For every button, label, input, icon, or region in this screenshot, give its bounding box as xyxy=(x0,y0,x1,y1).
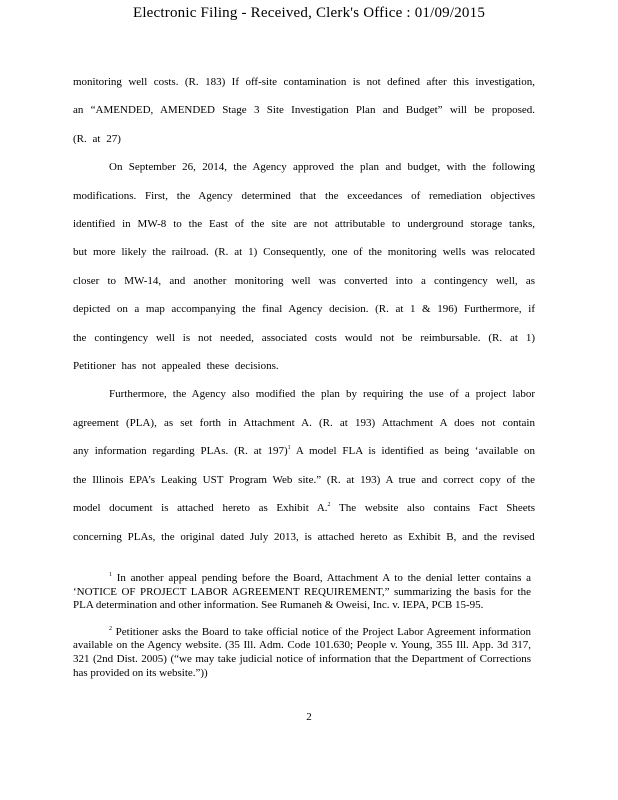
footnote-2-text: Petitioner asks the Board to take official notice of the Project Labor Agreement information available on the Agency website. (35 Ill. Adm. Code 101.630; People v. Young, 355 Ill. App. 3d 317, 321 (2nd Dist. 2005) (“we may take judicial notice of information that the Department of Corrections has provided on its website.”)) xyxy=(73,625,531,679)
footnote-2-mark: 2 xyxy=(109,625,112,632)
footnote-ref-1: 1 xyxy=(287,445,291,452)
paragraph-pla xyxy=(73,380,535,550)
paragraph-pla-part3: The website also contains Fact Sheets concerning PLAs, the original dated July 2013, is attached hereto as Exhibit B, and the revised xyxy=(73,502,535,543)
paragraph-continued: monitoring well costs. (R. 183) If off-site contamination is not defined after this investigation, an “AMENDED, AMENDED Stage 3 Site Investigation Plan and Budget” will be proposed. (R. at 27) xyxy=(73,76,535,145)
footnote-2 xyxy=(73,626,531,680)
paragraph-pla-part1: Furthermore, the Agency also modified the plan by requiring the use of a project labor agreement (PLA), as set forth in Attachment A. (R. at 193) Attachment A does not contain any information regarding PLAs. (R. at 197) xyxy=(73,388,535,458)
footnote-1-text: In another appeal pending before the Board, Attachment A to the denial letter contains a ‘NOTICE OF PROJECT LABOR AGREEMENT REQUIREMENT,” summarizing the basis for the PLA determination and other information. See Rumaneh & Oweisi, Inc. v. IEPA, PCB 15-95. xyxy=(73,572,531,612)
footnote-1 xyxy=(73,572,531,613)
footnote-ref-2: 2 xyxy=(327,502,331,509)
page-number: 2 xyxy=(306,711,312,723)
body-text xyxy=(73,68,535,551)
footnote-1-mark: 1 xyxy=(109,572,112,578)
footnotes xyxy=(73,572,531,693)
filing-stamp-header: Electronic Filing - Received, Clerk's Office : 01/09/2015 xyxy=(132,5,486,21)
paragraph-pla-part2: A model FLA is identified as being ‘available on the Illinois EPA’s Leaking UST Program Web site.” (R. at 193) A true and correct copy of the model document is attached hereto as Exhibit A. xyxy=(73,445,535,515)
paragraph-agency-approval: On September 26, 2014, the Agency approved the plan and budget, with the following modifications. First, the Agency determined that the exceedances of remediation objectives identified in MW-8 to the East of the site are not attributable to underground storage tanks, but more likely the railroad. (R. at 1) Consequently, one of the monitoring wells was relocated closer to MW-14, and another monitoring well was converted into a contingency well, as depicted on a map accompanying the final Agency decision. (R. at 1 & 196) Furthermore, if the contingency well is not needed, associated costs would not be reimbursable. (R. at 1) Petitioner has not appealed these decisions. xyxy=(73,161,535,373)
